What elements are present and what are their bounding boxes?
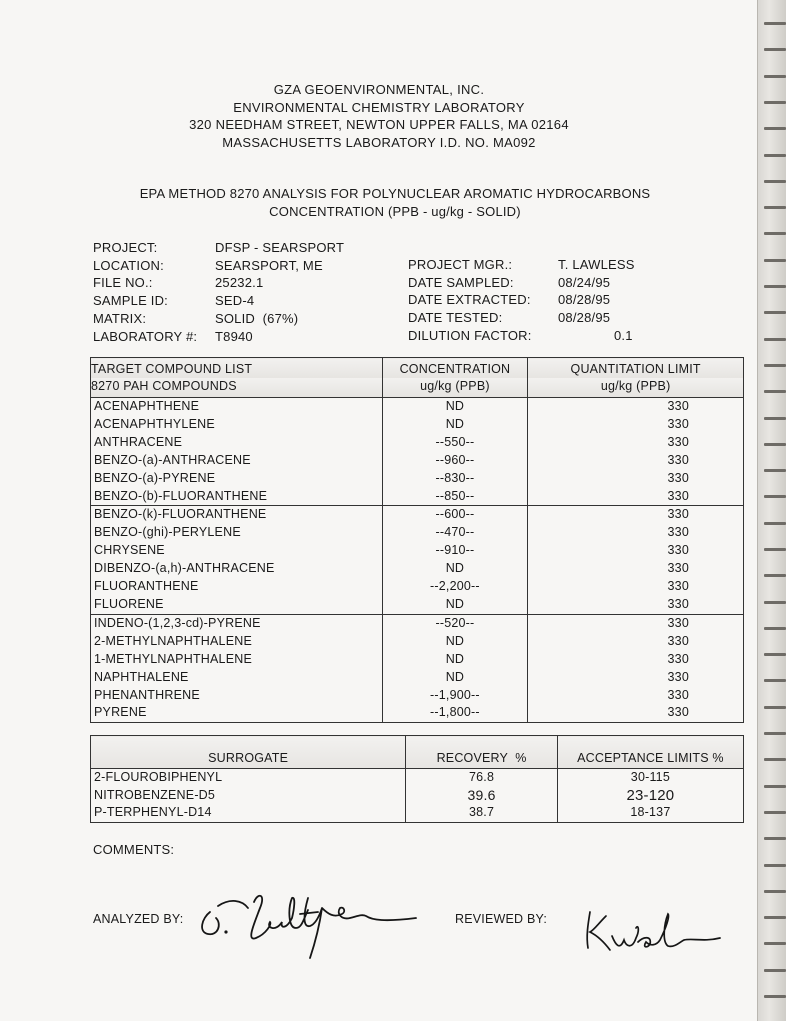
concentration-value: ND [382, 596, 528, 614]
binding-notch [764, 285, 786, 288]
concentration-value: ND [382, 669, 528, 687]
compound-name: ACENAPHTHENE [94, 399, 200, 413]
lab-department: ENVIRONMENTAL CHEMISTRY LABORATORY [233, 99, 525, 115]
project-info-right [408, 256, 635, 345]
table-row [91, 769, 744, 787]
table-header-row [91, 358, 744, 379]
binding-notch [764, 232, 786, 235]
binding-notch [764, 864, 786, 867]
info-row [408, 309, 635, 327]
header-quant-limit: QUANTITATION LIMIT [528, 358, 744, 379]
binding-notch [764, 785, 786, 788]
concentration-value: --2,200-- [382, 578, 528, 596]
table-row [91, 524, 744, 542]
info-row [408, 291, 635, 309]
concentration-value: --850-- [382, 488, 528, 506]
compound-name: BENZO-(b)-FLUORANTHENE [94, 488, 268, 503]
concentration-value: --600-- [382, 506, 528, 524]
concentration-value: --910-- [382, 542, 528, 560]
table-row [91, 787, 744, 805]
binding-notch [764, 443, 786, 446]
concentration-value: ND [382, 416, 528, 434]
header-quant-limit-units: ug/kg (PPB) [528, 378, 744, 398]
binding-notch [764, 627, 786, 630]
quant-limit-value: 330 [528, 560, 744, 578]
binding-notch [764, 890, 786, 893]
table-row [91, 452, 744, 470]
concentration-units: CONCENTRATION (PPB - ug/kg - SOLID) [269, 204, 521, 219]
method-title: EPA METHOD 8270 ANALYSIS FOR POLYNUCLEAR AROMATIC HYDROCARBONS [139, 186, 651, 201]
info-value: SED-4 [215, 293, 255, 309]
quant-limit-value: 330 [528, 614, 744, 632]
info-value: T8940 [215, 328, 253, 344]
info-value: 25232.1 [215, 275, 264, 291]
quant-limit-value: 330 [528, 704, 744, 722]
surrogate-name: P-TERPHENYL-D14 [94, 805, 212, 819]
compound-name: FLUORENE [94, 596, 164, 611]
binding-notch [764, 942, 786, 945]
quant-limit-value: 330 [528, 434, 744, 452]
table-row [91, 578, 744, 596]
info-label: DILUTION FACTOR: [408, 327, 532, 343]
compound-name: BENZO-(k)-FLUORANTHENE [91, 506, 383, 524]
info-value: 0.1 [614, 327, 633, 343]
info-row [93, 239, 344, 257]
compound-name: DIBENZO-(a,h)-ANTHRACENE [94, 561, 275, 576]
binding-notch [764, 48, 786, 51]
info-row [408, 274, 635, 292]
compound-name: ANTHRACENE [94, 434, 183, 449]
compound-name: 1-METHYLNAPHTHALENE [94, 651, 252, 666]
acceptance-limits-value: 23-120 [557, 787, 743, 805]
compound-name: BENZO-(a)-ANTHRACENE [94, 452, 251, 467]
binding-notch [764, 311, 786, 314]
concentration-value: --550-- [382, 434, 528, 452]
info-label: MATRIX: [93, 310, 147, 326]
compound-name: PHENANTHRENE [94, 687, 200, 702]
compound-name: PYRENE [94, 705, 147, 720]
binding-notch [764, 706, 786, 709]
table-row [91, 804, 744, 822]
surrogate-table [90, 735, 744, 823]
info-label: FILE NO.: [93, 275, 153, 291]
binding-notch [764, 995, 786, 998]
concentration-value: --520-- [382, 614, 528, 632]
binding-notch [764, 338, 786, 341]
table-row [91, 596, 744, 614]
info-value: DFSP - SEARSPORT [215, 240, 345, 255]
header-acceptance-limits: ACCEPTANCE LIMITS % [557, 736, 743, 769]
info-value: T. LAWLESS [558, 257, 635, 272]
binding-notch [764, 390, 786, 393]
info-row [93, 257, 344, 275]
binding-notch [764, 75, 786, 78]
concentration-value: --470-- [382, 524, 528, 542]
binding-notch [764, 206, 786, 209]
binding-notch [764, 758, 786, 761]
lab-id: MASSACHUSETTS LABORATORY I.D. NO. MA092 [222, 134, 536, 150]
quant-limit-value: 330 [528, 542, 744, 560]
binding-notch [764, 22, 786, 25]
compound-name: BENZO-(a)-PYRENE [94, 470, 216, 485]
header-concentration: CONCENTRATION [382, 358, 528, 379]
info-label: PROJECT: [93, 240, 158, 255]
table-row [91, 560, 744, 578]
info-label: SAMPLE ID: [93, 293, 168, 309]
table-header-row [91, 378, 744, 398]
info-label: LOCATION: [93, 257, 164, 273]
info-label: DATE EXTRACTED: [408, 292, 531, 308]
table-row [91, 398, 744, 416]
quant-limit-value: 330 [528, 524, 744, 542]
info-row [93, 292, 344, 310]
quant-limit-value: 330 [528, 578, 744, 596]
quant-limit-value: 330 [528, 596, 744, 614]
recovery-value: 38.7 [406, 804, 558, 822]
binding-notch [764, 101, 786, 104]
info-value: 08/24/95 [558, 274, 611, 290]
lab-name: GZA GEOENVIRONMENTAL, INC. [273, 82, 485, 97]
info-value: SOLID (67%) [215, 310, 299, 326]
binding-notch [764, 417, 786, 420]
analyzed-signature [196, 888, 428, 962]
reviewed-signature [576, 902, 726, 960]
info-value: SEARSPORT, ME [215, 257, 323, 273]
acceptance-limits-value: 18-137 [557, 804, 743, 822]
header-recovery: RECOVERY % [406, 736, 558, 769]
header-compound-sub: 8270 PAH COMPOUNDS [91, 378, 383, 398]
concentration-value: --1,900-- [382, 687, 528, 705]
quant-limit-value: 330 [528, 488, 744, 506]
binding-notch [764, 916, 786, 919]
spiral-binding [757, 0, 786, 1021]
concentration-value: ND [382, 651, 528, 669]
lab-address: 320 NEEDHAM STREET, NEWTON UPPER FALLS, MA 02164 [189, 117, 569, 132]
project-info-left [93, 239, 344, 345]
surrogate-name: NITROBENZENE-D5 [94, 787, 216, 802]
binding-notch [764, 548, 786, 551]
quant-limit-value: 330 [528, 470, 744, 488]
recovery-value: 76.8 [406, 769, 558, 787]
info-row [408, 327, 635, 345]
quant-limit-value: 330 [528, 506, 744, 524]
binding-notch [764, 574, 786, 577]
table-row [91, 614, 744, 632]
analyzed-by-label: ANALYZED BY: [93, 912, 184, 926]
info-label: DATE SAMPLED: [408, 274, 514, 290]
binding-notch [764, 653, 786, 656]
info-label: PROJECT MGR.: [408, 257, 513, 272]
compound-name: INDENO-(1,2,3-cd)-PYRENE [91, 614, 383, 632]
compound-name: ACENAPHTHYLENE [94, 416, 215, 431]
table-row [91, 416, 744, 434]
table-row [91, 434, 744, 452]
binding-notch [764, 679, 786, 682]
quant-limit-value: 330 [528, 669, 744, 687]
table-row [91, 633, 744, 651]
binding-notch [764, 837, 786, 840]
info-row [408, 256, 635, 274]
comments-label: COMMENTS: [93, 842, 175, 857]
concentration-value: --830-- [382, 470, 528, 488]
compound-name: 2-METHYLNAPHTHALENE [94, 633, 252, 648]
binding-notch [764, 811, 786, 814]
compound-table [90, 357, 744, 723]
table-row [91, 542, 744, 560]
table-row [91, 687, 744, 705]
table-row [91, 651, 744, 669]
table-row [91, 470, 744, 488]
info-label: LABORATORY #: [93, 328, 198, 344]
concentration-value: ND [382, 398, 528, 416]
info-row [93, 274, 344, 292]
quant-limit-value: 330 [528, 633, 744, 651]
quant-limit-value: 330 [528, 416, 744, 434]
info-label: DATE TESTED: [408, 310, 503, 326]
quant-limit-value: 330 [528, 452, 744, 470]
header-compound: TARGET COMPOUND LIST [91, 358, 383, 379]
table-row [91, 488, 744, 506]
reviewed-by-label: REVIEWED BY: [455, 912, 548, 926]
quant-limit-value: 330 [528, 687, 744, 705]
compound-name: CHRYSENE [94, 543, 165, 558]
header-surrogate: SURROGATE [91, 736, 406, 769]
info-row [93, 328, 344, 346]
binding-notch [764, 732, 786, 735]
table-row [91, 506, 744, 524]
lab-header [0, 81, 758, 151]
info-value: 08/28/95 [558, 292, 611, 308]
binding-notch [764, 601, 786, 604]
binding-notch [764, 495, 786, 498]
report-title [0, 185, 786, 221]
compound-name: NAPHTHALENE [94, 669, 189, 684]
header-concentration-units: ug/kg (PPB) [382, 378, 528, 398]
binding-notch [764, 469, 786, 472]
surrogate-header-row [91, 736, 744, 769]
info-value: 08/28/95 [558, 310, 611, 326]
binding-notch [764, 364, 786, 367]
binding-notch [764, 127, 786, 130]
table-row [91, 669, 744, 687]
quant-limit-value: 330 [528, 651, 744, 669]
binding-notch [764, 154, 786, 157]
compound-name: BENZO-(ghi)-PERYLENE [94, 525, 241, 540]
table-row [91, 704, 744, 722]
recovery-value: 39.6 [406, 787, 558, 805]
concentration-value: ND [382, 633, 528, 651]
surrogate-name: 2-FLOUROBIPHENYL [94, 770, 223, 784]
quant-limit-value: 330 [528, 398, 744, 416]
concentration-value: --960-- [382, 452, 528, 470]
info-row [93, 310, 344, 328]
binding-notch [764, 969, 786, 972]
concentration-value: --1,800-- [382, 704, 528, 722]
binding-notch [764, 522, 786, 525]
binding-notch [764, 259, 786, 262]
concentration-value: ND [382, 560, 528, 578]
compound-name: FLUORANTHENE [94, 579, 199, 594]
binding-notch [764, 180, 786, 183]
acceptance-limits-value: 30-115 [557, 769, 743, 787]
